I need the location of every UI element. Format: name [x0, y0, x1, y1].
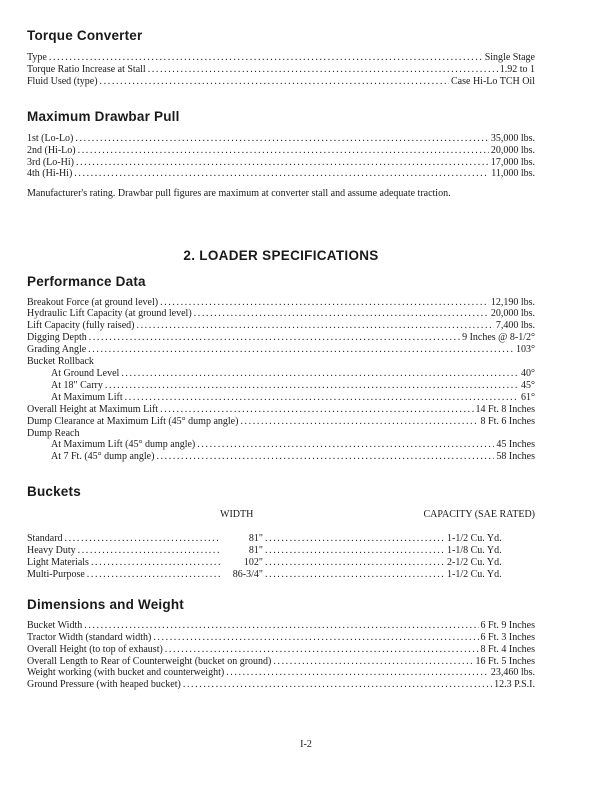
bucket-name: Multi-Purpose [27, 568, 85, 580]
document-page [27, 28, 535, 691]
spec-value: 20,000 lbs. [490, 144, 535, 156]
bucket-width: 81" [248, 545, 263, 557]
spec-value: 6 Ft. 9 Inches [480, 619, 535, 631]
spec-value: 9 Inches @ 8-1/2° [462, 332, 535, 344]
spec-label: Hydraulic Lift Capacity (at ground level) [27, 308, 192, 320]
spec-label: Overall Length to Rear of Counterweight (bucket on ground) [27, 655, 272, 667]
section-title-torque-converter: Torque Converter [27, 28, 143, 43]
spec-row [27, 368, 535, 380]
bucket-width: 86-3/4" [232, 568, 263, 580]
section-title-performance: Performance Data [27, 273, 146, 289]
spec-label: At 7 Ft. (45° dump angle) [51, 451, 155, 463]
spec-row [27, 632, 535, 644]
spec-value: 14 Ft. 8 Inches [475, 403, 535, 415]
spec-label: At 18" Carry [51, 379, 103, 391]
bucket-name: Heavy Duty [27, 545, 76, 557]
spec-label: Overall Height (to top of exhaust) [27, 643, 163, 655]
spec-row [27, 76, 535, 88]
spec-value: 7,400 lbs. [495, 320, 535, 332]
spec-label: Ground Pressure (with heaped bucket) [27, 679, 181, 691]
bucket-capacity: 1-1/2 Cu. Yd. [447, 568, 502, 580]
bucket-width: 102" [243, 557, 263, 569]
spec-value: 16 Ft. 5 Inches [475, 655, 535, 667]
torque-converter-list [27, 52, 535, 88]
spec-value: 103° [516, 344, 535, 356]
drawbar-note: Manufacturer's rating. Drawbar pull figures are maximum at converter stall and assume adequate traction. [27, 188, 451, 200]
spec-value: 45 Inches [496, 439, 535, 451]
spec-row [27, 656, 535, 668]
drawbar-pull-list [27, 133, 535, 181]
spec-row [27, 416, 535, 428]
spec-row [27, 157, 535, 169]
spec-row [27, 297, 535, 309]
spec-row [27, 439, 535, 451]
spec-value: 12.3 P.S.I. [494, 679, 535, 691]
spec-label: Digging Depth [27, 332, 87, 344]
spec-value: 40° [521, 367, 535, 379]
dump-reach-heading: Dump Reach [27, 427, 80, 439]
performance-list [27, 297, 535, 464]
spec-label: Bucket Width [27, 619, 83, 631]
spec-label: 4th (Hi-Hi) [27, 168, 73, 180]
spec-label: 2nd (Hi-Lo) [27, 144, 76, 156]
spec-label: 3rd (Lo-Hi) [27, 156, 74, 168]
spec-row [27, 451, 535, 463]
capacity-column-header: CAPACITY (SAE RATED) [423, 509, 535, 521]
spec-value: 8 Ft. 6 Inches [480, 415, 535, 427]
spec-value: 12,190 lbs. [490, 296, 535, 308]
spec-row [27, 168, 535, 180]
bucket-row [27, 545, 535, 557]
bucket-capacity: 1-1/2 Cu. Yd. [447, 533, 502, 545]
spec-label: Tractor Width (standard width) [27, 631, 152, 643]
spec-value: Case Hi-Lo TCH Oil [451, 75, 535, 87]
spec-value: 45° [521, 379, 535, 391]
buckets-list [27, 533, 535, 581]
spec-label: Fluid Used (type) [27, 75, 98, 87]
spec-value: 1.92 to 1 [499, 63, 535, 75]
spec-value: 8 Ft. 4 Inches [480, 643, 535, 655]
spec-row [27, 308, 535, 320]
spec-row [27, 620, 535, 632]
spec-row [27, 667, 535, 679]
bucket-capacity: 2-1/2 Cu. Yd. [447, 557, 502, 569]
dimensions-list [27, 620, 535, 691]
spec-row [27, 52, 535, 64]
bucket-name: Standard [27, 533, 63, 545]
spec-value: 58 Inches [496, 451, 535, 463]
page-number: I-2 [300, 739, 312, 750]
spec-label: Overall Height at Maximum Lift [27, 403, 159, 415]
spec-row [27, 644, 535, 656]
spec-value: 6 Ft. 3 Inches [480, 631, 535, 643]
spec-label: At Maximum Lift [51, 391, 123, 403]
spec-value: 20,000 lbs. [490, 308, 535, 320]
section-title-drawbar-pull: Maximum Drawbar Pull [27, 108, 180, 124]
bucket-row [27, 533, 535, 545]
spec-label: Dump Clearance at Maximum Lift (45° dump angle) [27, 415, 239, 427]
spec-label: Breakout Force (at ground level) [27, 296, 159, 308]
bucket-row [27, 557, 535, 569]
spec-row [27, 344, 535, 356]
width-column-header: WIDTH [220, 509, 254, 521]
spec-label: Lift Capacity (fully raised) [27, 320, 135, 332]
bucket-width: 81" [248, 533, 263, 545]
spec-label: At Maximum Lift (45° dump angle) [51, 439, 196, 451]
spec-row [27, 145, 535, 157]
bucket-capacity: 1-1/8 Cu. Yd. [447, 545, 502, 557]
buckets-header-row [27, 509, 535, 521]
spec-value: 17,000 lbs. [490, 156, 535, 168]
spec-row [27, 679, 535, 691]
spec-row [27, 404, 535, 416]
spec-label: Type [27, 52, 47, 63]
section-title-dimensions: Dimensions and Weight [27, 596, 184, 612]
spec-label: Torque Ratio Increase at Stall [27, 63, 146, 75]
spec-value: Single Stage [484, 52, 535, 63]
spec-value: 11,000 lbs. [491, 168, 535, 180]
bucket-rollback-heading: Bucket Rollback [27, 356, 94, 368]
spec-label: At Ground Level [51, 367, 120, 379]
chapter-title: 2. LOADER SPECIFICATIONS [183, 247, 379, 263]
section-title-buckets: Buckets [27, 484, 81, 500]
spec-row [27, 64, 535, 76]
spec-row [27, 380, 535, 392]
spec-row [27, 320, 535, 332]
spec-row [27, 392, 535, 404]
spec-value: 23,460 lbs. [490, 667, 535, 679]
spec-value: 35,000 lbs. [490, 132, 535, 144]
spec-row [27, 332, 535, 344]
spec-label: Grading Angle [27, 344, 87, 356]
spec-value: 61° [521, 391, 535, 403]
spec-label: 1st (Lo-Lo) [27, 132, 74, 144]
bucket-name: Light Materials [27, 557, 89, 569]
bucket-row [27, 569, 535, 581]
spec-label: Weight working (with bucket and counterweight) [27, 667, 225, 679]
spec-row [27, 133, 535, 145]
